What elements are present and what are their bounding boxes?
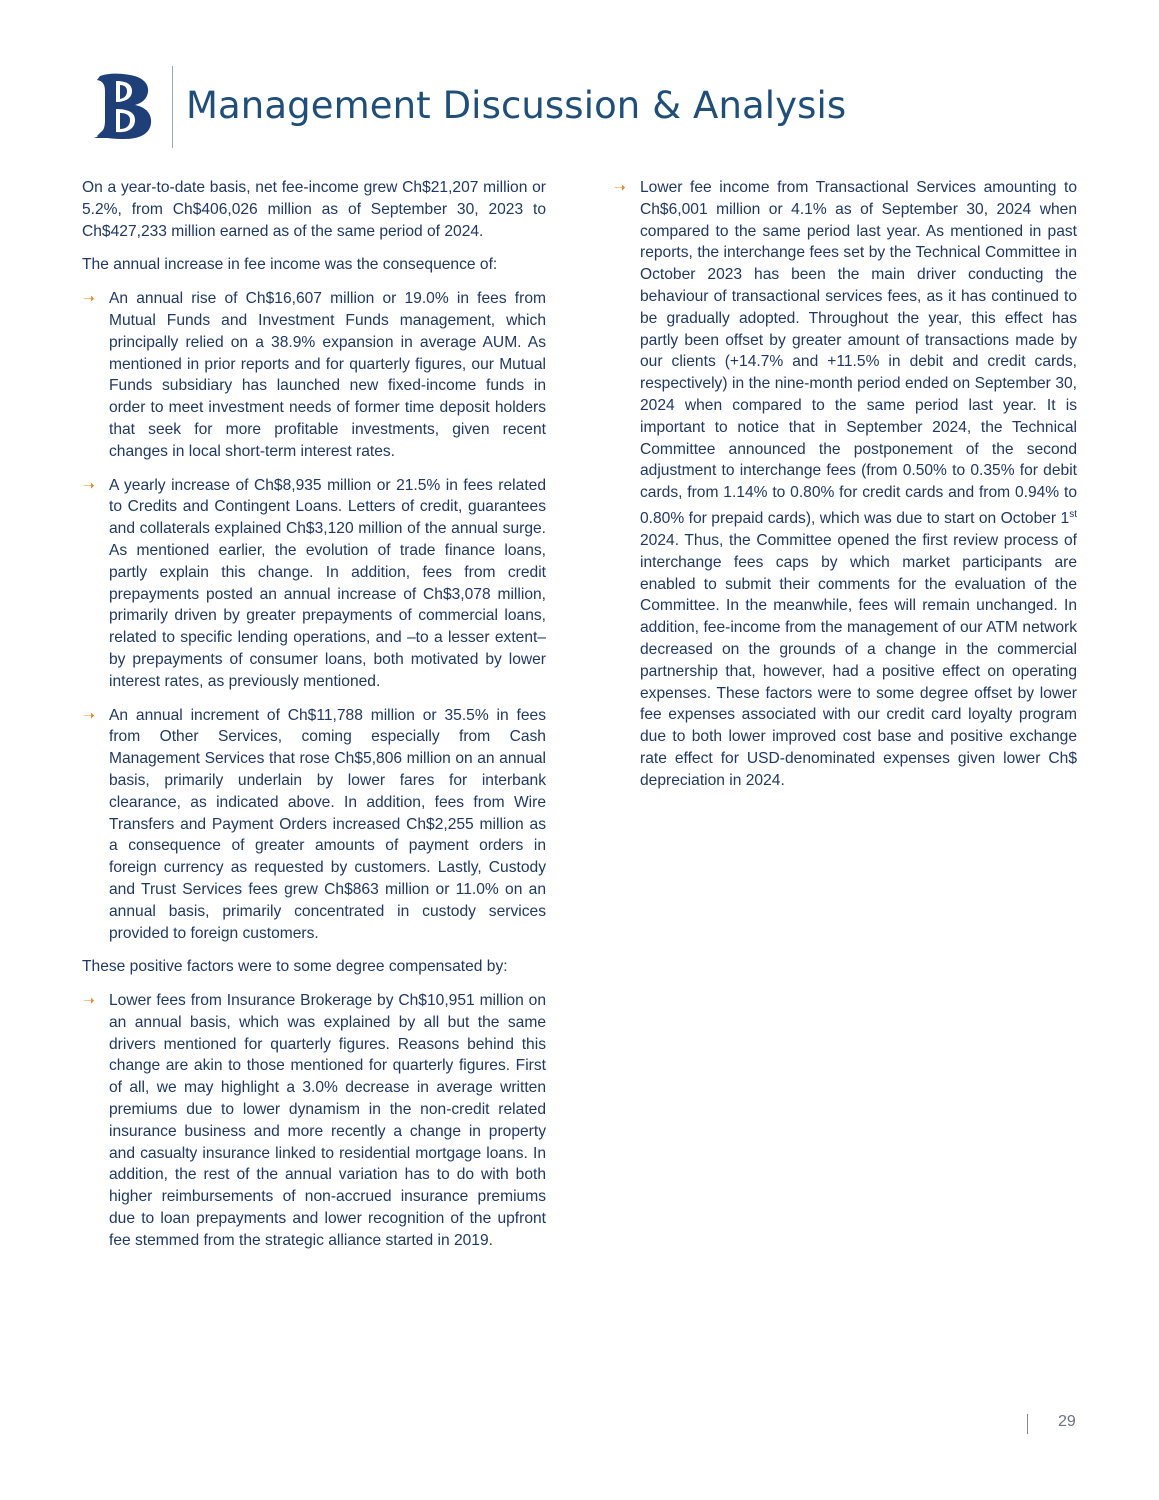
list-item — [82, 990, 546, 1252]
page-title: Management Discussion & Analysis — [186, 84, 847, 127]
header-divider — [172, 66, 173, 148]
bullet-text-part-2: 2024. Thus, the Committee opened the first review process of interchange fees caps by which market participants are enabled to submit their comments for the evaluation of the Committee. In the meanwhile, fees will remain unchanged. In addition, fee-income from the management of our ATM network decreased on the grounds of a change in the commercial partnership that, however, had a positive effect on operating expenses. These factors were to some degree offset by lower fee expenses associated with our credit card loyalty program due to both lower improved cost base and positive exchange rate effect for USD-denominated expenses given lower Ch$ depreciation in 2024. — [640, 531, 1077, 789]
list-item — [82, 705, 546, 945]
list-item — [82, 475, 546, 693]
arrow-bullet-icon: ➝ — [83, 992, 95, 1009]
footer-divider — [1027, 1414, 1028, 1434]
offset-lead-in: These positive factors were to some degree compensated by: — [82, 958, 508, 976]
bullet-text: Lower fees from Insurance Brokerage by Ch$10,951 million on an annual basis, which was explained by all but the same drivers mentioned for quarterly figures. Reasons behind this change are akin to those mentioned for quarterly figures. First of all, we may highlight a 3.0% decrease in average written premiums due to lower dynamism in the non-credit related insurance business and more recently a change in property and casualty insurance linked to residential mortgage loans. In addition, the rest of the annual variation has to do with both higher reimbursements of non-accrued insurance premiums due to loan prepayments and lower recognition of the upfront fee stemmed from the strategic alliance started in 2019. — [109, 992, 546, 1249]
list-item — [613, 177, 1077, 792]
bullet-text: An annual rise of Ch$16,607 million or 19.0% in fees from Mutual Funds and Investment Funds management, which principally relied on a 38.9% expansion in average AUM. As mentioned in prior reports and for quarterly figures, our Mutual Funds subsidiary has launched new fixed-income funds in order to meet investment needs of former time deposit holders that seek for more profitable investments, given recent changes in local short-term interest rates. — [109, 290, 546, 460]
arrow-bullet-icon: ➝ — [83, 290, 95, 307]
arrow-bullet-icon: ➝ — [614, 179, 626, 195]
increase-lead-in: The annual increase in fee income was the consequence of: — [82, 256, 498, 274]
right-column — [613, 177, 1077, 804]
bullet-text-part-1: Lower fee income from Transactional Services amounting to Ch$6,001 million or 4.1% as of September 30, 2024 when compared to the same period last year. As mentioned in past reports, the interchange fees set by the Technical Committee in October 2023 has been the main driver conducting the behaviour of transactional services fees, as it has continued to be gradually adopted. Throughout the year, this effect has partly been offset by greater amount of transactions made by our clients (+14.7% and +11.5% in debit and credit cards, respectively) in the nine-month period ended on September 30, 2024 when compared to the same period last year. It is important to notice that in September 2024, the Technical Committee announced the postponement of the second adjustment to interchange fees (from 0.50% to 0.35% for debit cards, from 1.14% to 0.80% for credit cards and from 0.94% to 0.80% for prepaid cards), which was due to start on October 1 — [640, 179, 1077, 528]
bullet-text — [640, 177, 1077, 792]
intro-paragraph: On a year-to-date basis, net fee-income grew Ch$21,207 million or 5.2%, from Ch$406,026 million as of September 30, 2023 to Ch$427,233 million earned as of the same period of 2024. — [82, 179, 546, 240]
left-column — [82, 177, 546, 1264]
page-number: 29 — [1058, 1413, 1076, 1430]
arrow-bullet-icon: ➝ — [83, 706, 95, 723]
bullet-text: A yearly increase of Ch$8,935 million or 21.5% in fees related to Credits and Contingent Loans. Letters of credit, guarantees and collaterals explained Ch$3,120 million of the annual surge. As mentioned earlier, the evolution of trade finance loans, partly explain this change. In addition, fees from credit prepayments posted an annual increase of Ch$3,078 million, primarily driven by greater prepayments of commercial loans, related to specific lending operations, and –to a lesser extent– by prepayments of consumer loans, both motivated by lower interest rates, as previously mentioned. — [109, 476, 546, 690]
arrow-bullet-icon: ➝ — [83, 476, 95, 493]
bank-monogram-b-logo — [94, 72, 156, 140]
list-item — [82, 288, 546, 462]
ordinal-superscript: st — [1069, 508, 1077, 520]
bullet-text: An annual increment of Ch$11,788 million or 35.5% in fees from Other Services, coming especially from Cash Management Services that rose Ch$5,806 million on an annual basis, primarily underlain by lower fares for interbank clearance, as indicated above. In addition, fees from Wire Transfers and Payment Orders increased Ch$2,255 million as a consequence of greater amounts of payment orders in foreign currency as requested by customers. Lastly, Custody and Trust Services fees grew Ch$863 million or 11.0% on an annual basis, primarily concentrated in custody services provided to foreign customers. — [109, 706, 546, 942]
